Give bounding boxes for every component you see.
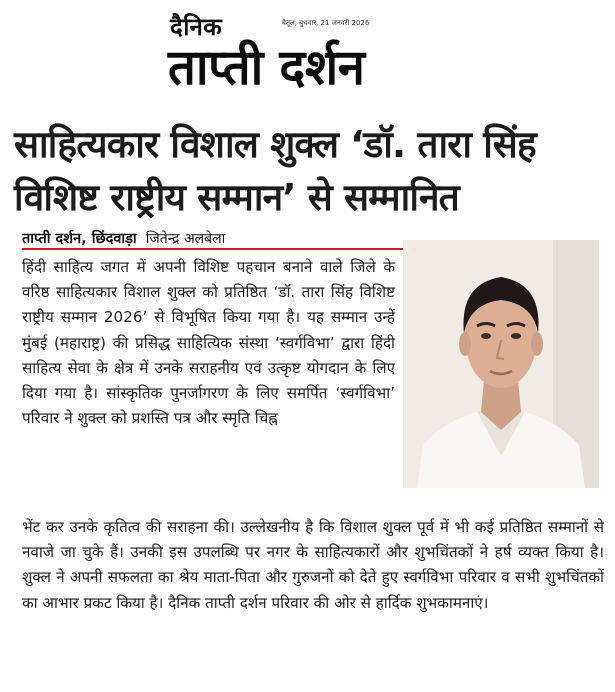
article-headline: साहित्यकार विशाल शुक्ल ‘डॉ. तारा सिंह विशिष्ट राष्ट्रीय सम्मान’ से सम्मानित [14, 123, 536, 219]
byline-author: जितेन्द्र अलबेला [145, 231, 226, 247]
masthead-title: ताप्ती दर्शन [168, 39, 365, 96]
masthead [160, 6, 430, 110]
article-body-part1: हिंदी साहित्य जगत में अपनी विशिष्ट पहचान बनाने वाले जिले के वरिष्ठ साहित्यकार विशाल शुक्ल को प्रतिष्ठित ‘डॉ. तारा सिंह विशिष्ट राष्ट्रीय सम्मान 2026’ से विभूषित किया गया है। यह सम्मान उन्हें मुंबई (महाराष्ट्र) की प्रसिद्ध साहित्यिक संस्था ‘स्वर्गविभा’ द्वारा हिंदी साहित्य सेवा के क्षेत्र में उनके सराहनीय एवं उत्कृष्ट योगदान के लिए दिया गया है। सांस्कृतिक पुनर्जागरण के लिए समर्पित ‘स्वर्गविभा’ परिवार ने शुक्ल को प्रशस्ति पत्र और स्मृति चिह्न [22, 258, 395, 428]
masthead-top: दैनिक [170, 13, 223, 41]
masthead-date: बैतूल, बुधवार, 21 जनवरी 2026 [282, 19, 370, 27]
article-body-part2: भेंट कर उनके कृतित्व की सराहना की। उल्लेखनीय है कि विशाल शुक्ल पूर्व में भी कई प्रतिष्ठित सम्मानों से नवाजे जा चुके हैं। उनकी इस उपलब्धि पर नगर के साहित्यकारों और शुभचिंतकों ने हर्ष व्यक्त किया है। शुक्ल ने अपनी सफलता का श्रेय माता-पिता और गुरुजनों को देते हुए स्वर्गविभा परिवार व सभी शुभचिंतकों का आभार प्रकट किया है। दैनिक ताप्ती दर्शन परिवार की ओर से हार्दिक शुभकामनाएं। [22, 518, 604, 612]
byline-underline [22, 248, 404, 250]
person-portrait-icon [403, 240, 599, 488]
byline-source: ताप्ती दर्शन, छिंदवाड़ा [22, 231, 137, 247]
byline [22, 228, 225, 248]
